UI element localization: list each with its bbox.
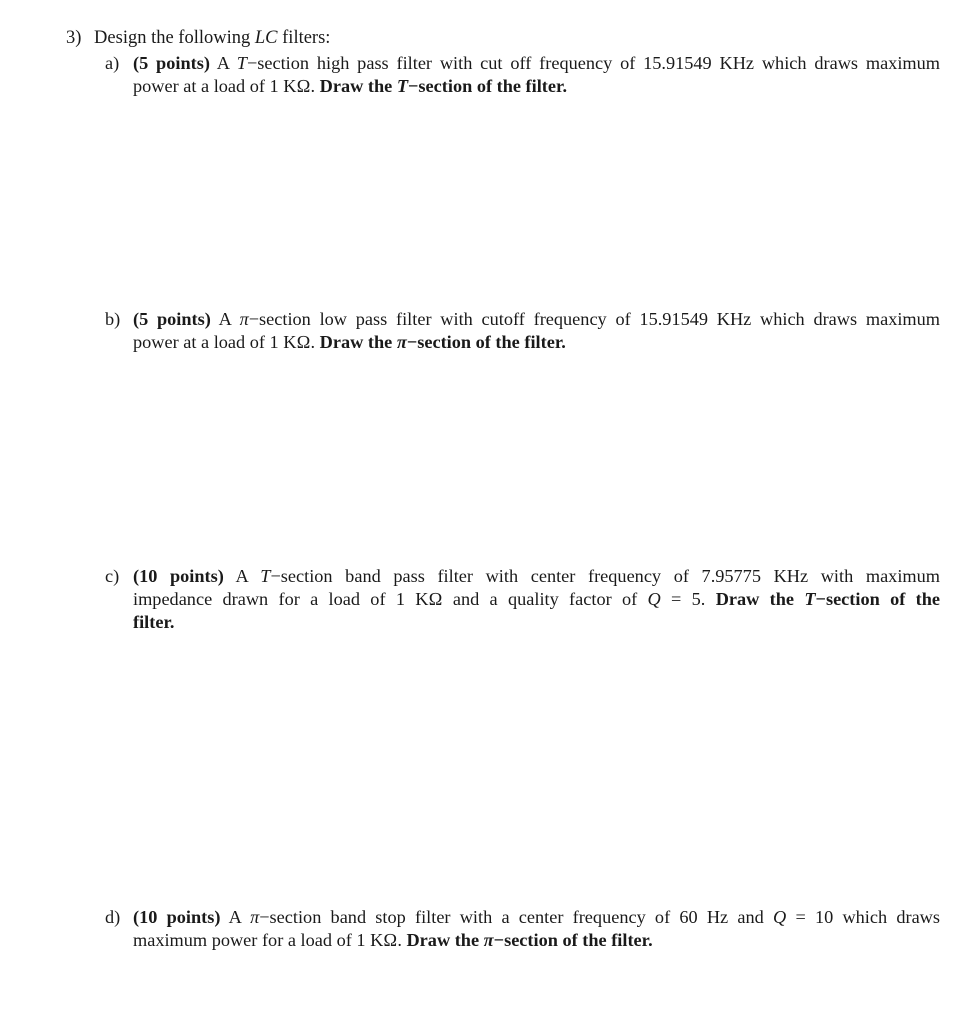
part-b-line-1-pre: A — [218, 309, 231, 329]
part-d-label: d) — [105, 907, 121, 927]
part-d-line-2-bold-pre: Draw the — [406, 930, 480, 950]
part-a-line-1 — [133, 52, 940, 75]
part-c — [105, 565, 940, 634]
part-c-label: c) — [105, 566, 120, 586]
part-d-line-1 — [133, 906, 940, 929]
part-c-line-1 — [133, 565, 940, 588]
part-c-line-2-pre: impedance drawn for a load of 1 KΩ and a quality factor of — [133, 589, 638, 609]
part-c-line-1-post: −section band pass filter with center frequency of 7.95775 KHz with maximum — [270, 566, 940, 586]
part-c-line-2-bold-math: T — [804, 589, 816, 609]
part-a-body — [133, 52, 940, 98]
part-c-line-3-bold-pre: filter. — [133, 612, 175, 632]
part-d-line-2-pre: maximum power for a load of 1 KΩ. — [133, 930, 402, 950]
part-b-line-2 — [133, 331, 940, 354]
part-c-line-2-bold-post: −section of the — [815, 589, 940, 609]
question-number: 3) — [66, 28, 82, 48]
part-b-line-2-bold-pre: Draw the — [319, 332, 393, 352]
part-d — [105, 906, 940, 952]
part-c-body — [133, 565, 940, 634]
part-d-line-1-post2: = 10 which draws — [795, 907, 941, 927]
part-b-line-2-bold-post: −section of the filter. — [406, 332, 566, 352]
part-a-line-2-bold-post: −section of the filter. — [408, 76, 568, 96]
part-b-line-1-post: −section low pass filter with cutoff frequency of 15.91549 KHz which draws maximum — [248, 309, 940, 329]
part-d-line-2-bold-math: π — [483, 930, 494, 950]
part-c-line-2-bold-pre: Draw the — [715, 589, 795, 609]
part-a-line-1-math: T — [236, 53, 247, 73]
part-d-points: (10 points) — [133, 907, 221, 927]
part-a-line-2 — [133, 75, 940, 98]
part-b-line-1-math: π — [239, 309, 249, 329]
part-d-body — [133, 906, 940, 952]
part-a-line-2-pre: power at a load of 1 KΩ. — [133, 76, 316, 96]
part-d-line-1-math2: Q — [773, 907, 787, 927]
part-a-line-1-post: −section high pass filter with cut off frequency of 15.91549 KHz which draws maximum — [246, 53, 940, 73]
part-a-label: a) — [105, 53, 120, 73]
part-b-label: b) — [105, 309, 121, 329]
part-d-line-2-bold-post: −section of the filter. — [493, 930, 653, 950]
part-a-points: (5 points) — [133, 53, 210, 73]
part-c-line-2 — [133, 588, 940, 611]
question-text-before: Design the following — [94, 28, 251, 48]
part-a-line-2-bold-math: T — [396, 76, 409, 96]
part-c-line-2-post: = 5. — [671, 589, 706, 609]
question-text-math: LC — [254, 28, 278, 48]
part-c-line-3 — [133, 611, 940, 634]
part-a — [105, 52, 940, 98]
question-header — [66, 26, 330, 50]
part-b-line-2-bold-math: π — [396, 332, 407, 352]
part-a-line-1-pre: A — [216, 53, 229, 73]
part-d-line-1-pre: A — [228, 907, 241, 927]
part-b-body — [133, 308, 940, 354]
part-b-points: (5 points) — [133, 309, 211, 329]
part-a-line-2-bold-pre: Draw the — [319, 76, 393, 96]
part-b-line-2-pre: power at a load of 1 KΩ. — [133, 332, 316, 352]
part-c-points: (10 points) — [133, 566, 224, 586]
part-c-line-2-math: Q — [647, 589, 661, 609]
question-text-after: filters: — [282, 28, 331, 48]
part-c-line-1-pre: A — [235, 566, 248, 586]
part-d-line-1-post: −section band stop filter with a center frequency of 60 Hz and — [259, 907, 764, 927]
part-d-line-1-math: π — [250, 907, 260, 927]
part-b — [105, 308, 940, 354]
part-d-line-2 — [133, 929, 940, 952]
part-b-line-1 — [133, 308, 940, 331]
part-c-line-1-math: T — [260, 566, 271, 586]
